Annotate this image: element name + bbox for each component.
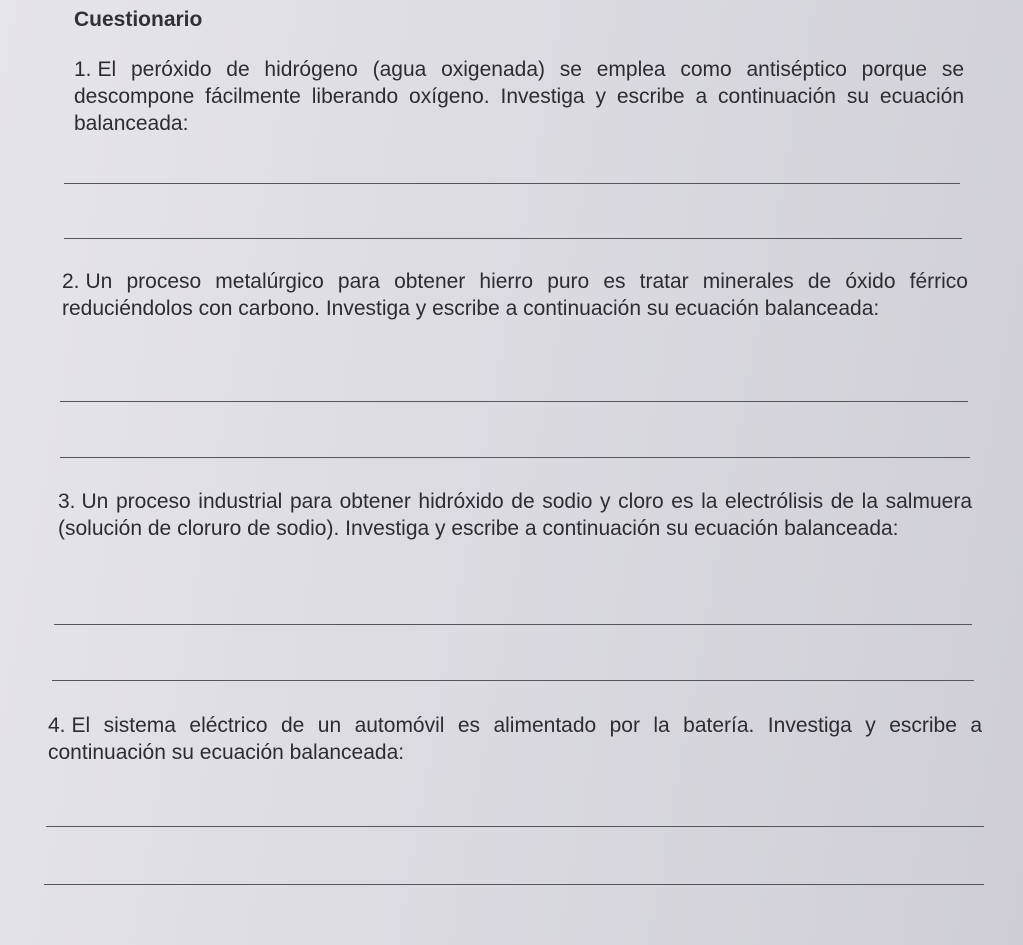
answer-line[interactable] — [44, 884, 984, 885]
page-title: Cuestionario — [74, 8, 203, 31]
answer-line[interactable] — [52, 680, 974, 681]
answer-line[interactable] — [46, 826, 984, 827]
question-number: 4. — [48, 714, 66, 737]
question-text: Un proceso industrial para obtener hidróxido de sodio y cloro es la electrólisis de la salmuera (solución de cloruro de sodio). Investiga y escribe a continuación su ecuación balanceada: — [58, 490, 972, 540]
question-4 — [48, 712, 982, 766]
question-3 — [58, 488, 972, 542]
question-number: 2. — [62, 270, 80, 293]
question-1 — [74, 56, 964, 137]
question-2 — [62, 268, 968, 322]
answer-line[interactable] — [64, 238, 962, 239]
answer-line[interactable] — [64, 183, 960, 184]
answer-line[interactable] — [60, 457, 970, 458]
question-text: El sistema eléctrico de un automóvil es alimentado por la batería. Investiga y escribe a continuación su ecuación balanceada: — [48, 714, 982, 764]
answer-line[interactable] — [54, 624, 972, 625]
question-number: 1. — [74, 58, 92, 81]
question-text: El peróxido de hidrógeno (agua oxigenada) se emplea como antiséptico porque se descompone fácilmente liberando oxígeno. Investiga y escribe a continuación su ecuación balanceada: — [74, 58, 964, 135]
question-number: 3. — [58, 490, 76, 513]
question-text: Un proceso metalúrgico para obtener hierro puro es tratar minerales de óxido férrico reduciéndolos con carbono. Investiga y escribe a continuación su ecuación balanceada: — [62, 270, 968, 320]
answer-line[interactable] — [60, 401, 968, 402]
